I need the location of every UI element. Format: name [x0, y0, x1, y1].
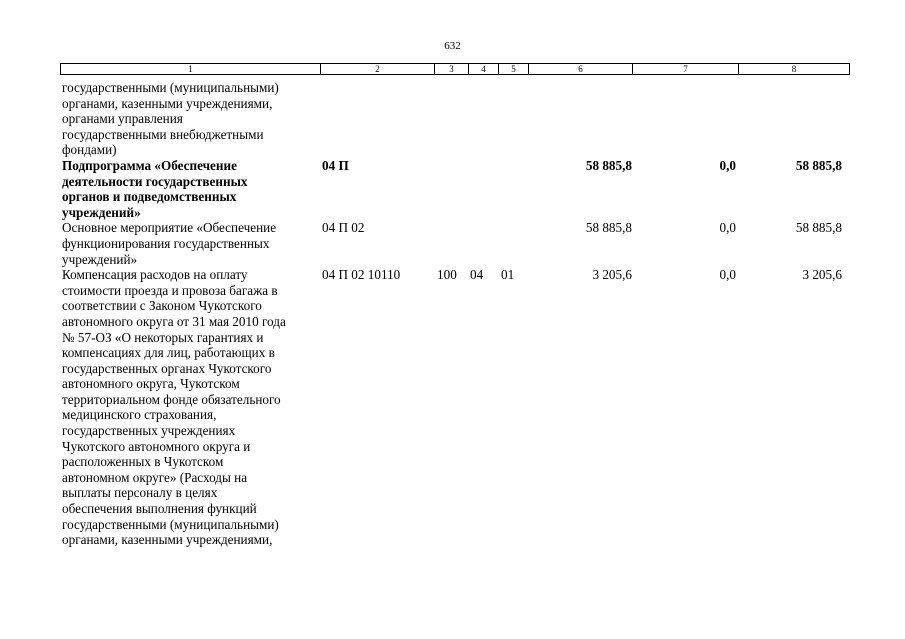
row-sum-regional: 3 205,6 — [802, 267, 842, 283]
row-sum-total: 58 885,8 — [585, 220, 632, 236]
table-row-subprogram — [62, 158, 850, 220]
row-name: государственными (муниципальными) органами, казенными учреждениями, органами управления государственными внебюджетными фондами) — [62, 80, 279, 158]
row-rz: 04 — [470, 267, 484, 283]
row-sum-federal: 0,0 — [719, 267, 736, 283]
column-header-8: 8 — [791, 64, 797, 74]
row-sum-total: 58 885,8 — [585, 157, 632, 173]
table-row-expense — [62, 267, 850, 548]
column-header-6: 6 — [529, 64, 633, 74]
column-header-7: 7 — [633, 64, 739, 74]
row-sum-federal: 0,0 — [719, 220, 736, 236]
row-sum-federal: 0,0 — [719, 157, 736, 173]
column-header-4: 4 — [469, 64, 499, 74]
row-csr: 04 П 02 — [322, 220, 365, 236]
row-name: Основное мероприятие «Обеспечение функционирования государственных учреждений» — [62, 220, 277, 267]
table-row — [62, 80, 850, 158]
page-number: 632 — [444, 40, 461, 52]
row-csr: 04 П — [322, 157, 349, 173]
row-sum-regional: 58 885,8 — [795, 157, 842, 173]
column-header-1: 1 — [61, 64, 321, 74]
column-header-3: 3 — [435, 64, 469, 74]
row-sum-total: 3 205,6 — [592, 267, 632, 283]
column-header-2: 2 — [321, 64, 435, 74]
row-csr: 04 П 02 10110 — [322, 267, 401, 283]
row-sum-regional: 58 885,8 — [795, 220, 842, 236]
budget-table-body — [62, 80, 852, 548]
table-row-main-activity — [62, 220, 850, 267]
row-vr: 100 — [437, 267, 457, 283]
column-header-5: 5 — [499, 64, 529, 74]
table-header — [60, 63, 850, 75]
row-name: Подпрограмма «Обеспечение деятельности государственных органов и подведомственных учреждений» — [62, 157, 248, 220]
row-pr: 01 — [501, 267, 515, 283]
row-name: Компенсация расходов на оплату стоимости проезда и провоза багажа в соответствии с Законом Чукотского автономного округа от 31 мая 2010 года № 57-ОЗ «О некоторых гарантиях и компенсациях для лиц, работающих в государственных органах Чукотского автономного округа, Чукотском территориальном фонде обязательного медицинского страхования, государственных учреждениях Чукотского автономного округа и расположенных в Чукотском автономном округе» (Расходы на выплаты персоналу в целях обеспечения выполнения функций государственными (муниципальными) органами, казенными учреждениями, — [62, 267, 286, 548]
